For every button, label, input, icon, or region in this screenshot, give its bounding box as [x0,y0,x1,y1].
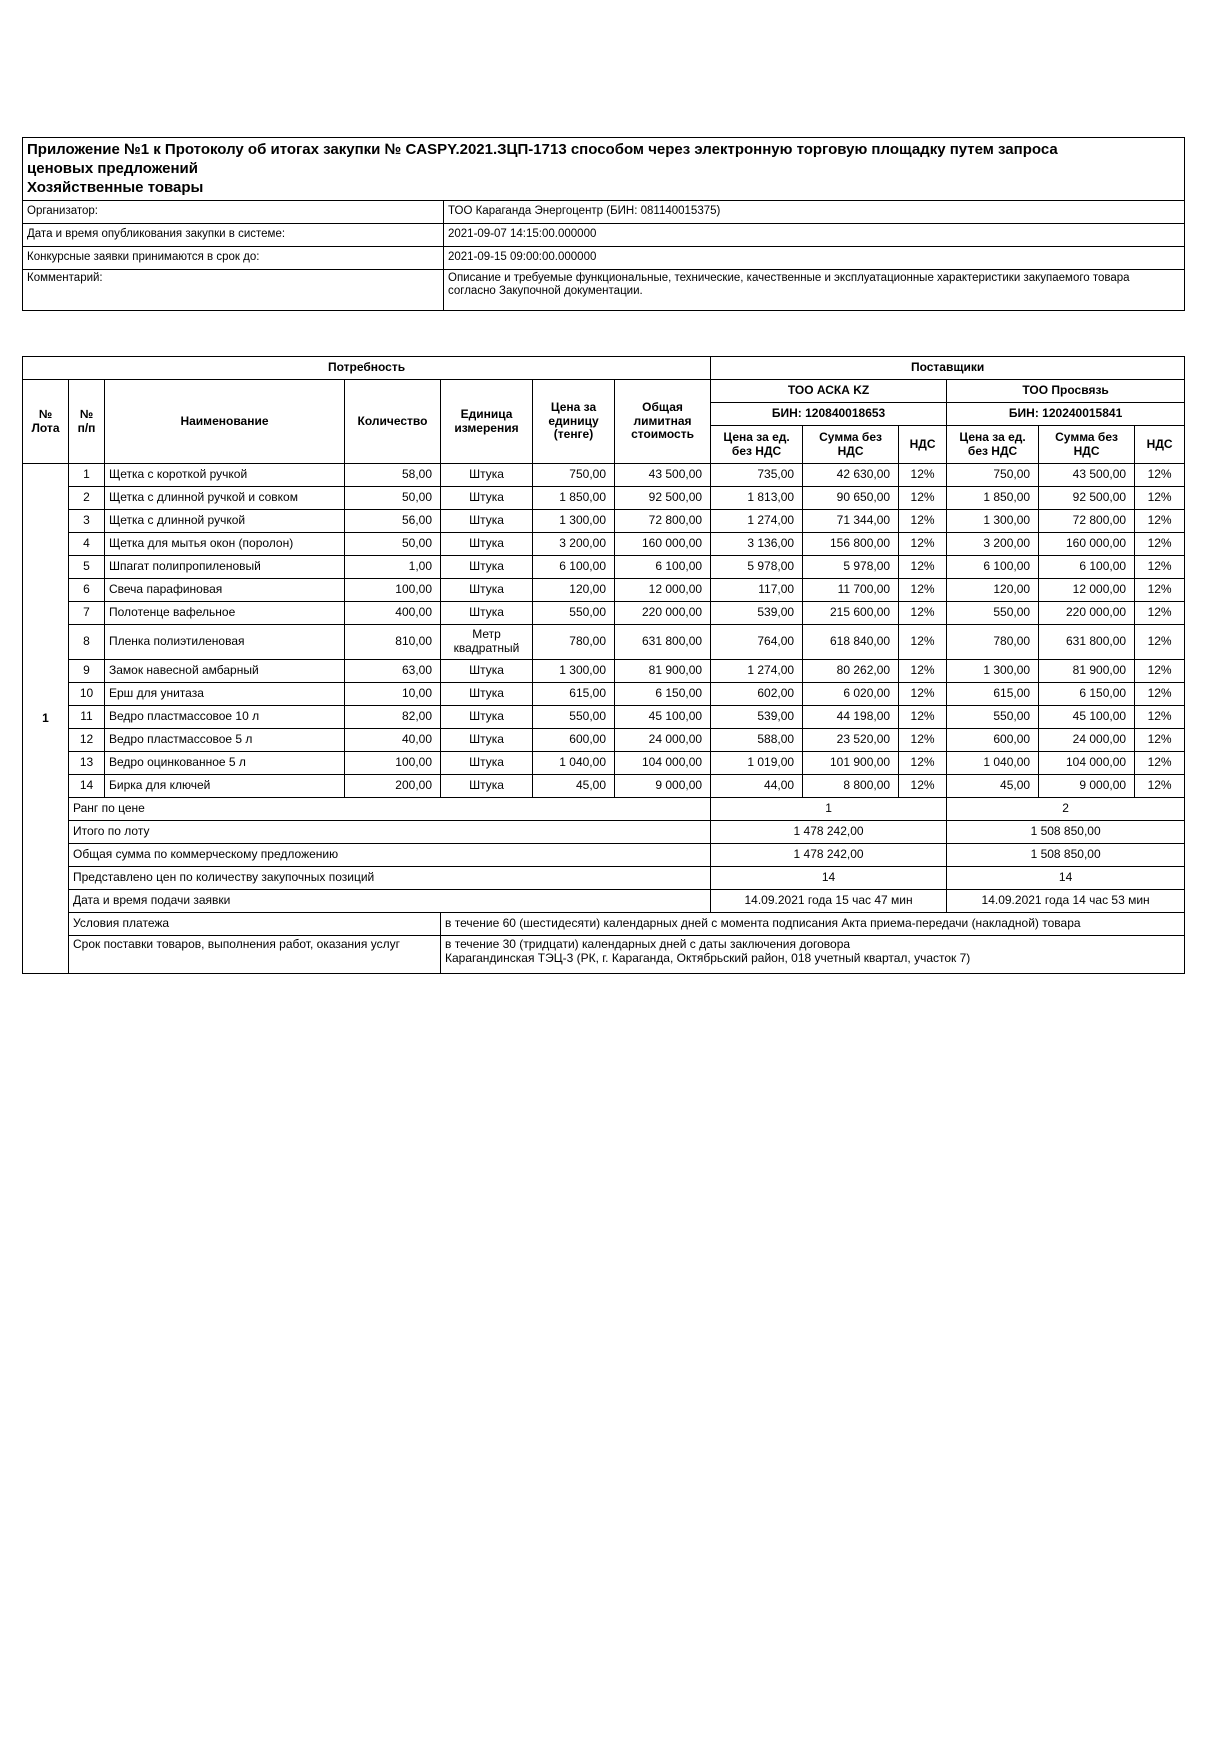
table-row [23,775,1185,798]
summary-supplier-1: 1 [711,798,947,821]
supplier-2-vat: 12% [1135,775,1185,798]
summary-supplier-1: 14 [711,867,947,890]
payment-terms-label: Условия платежа [69,913,441,936]
publish-date-value: 2021-09-07 14:15:00.000000 [444,224,1185,247]
item-unit: Штука [441,533,533,556]
item-total: 43 500,00 [615,464,711,487]
supplier-2-vat: 12% [1135,752,1185,775]
item-name: Бирка для ключей [105,775,345,798]
row-number: 7 [69,602,105,625]
summary-supplier-2: 2 [947,798,1185,821]
row-number: 3 [69,510,105,533]
row-number: 5 [69,556,105,579]
summary-label: Общая сумма по коммерческому предложению [69,844,711,867]
item-name: Ведро пластмассовое 10 л [105,706,345,729]
item-unit-price: 750,00 [533,464,615,487]
table-row [23,579,1185,602]
supplier-1-name: ТОО АСКА KZ [711,380,947,403]
table-row [23,752,1185,775]
supplier-2-price: 120,00 [947,579,1039,602]
supplier-1-sum: 42 630,00 [803,464,899,487]
item-total: 81 900,00 [615,660,711,683]
supplier-2-vat: 12% [1135,729,1185,752]
table-row [23,729,1185,752]
item-total: 6 100,00 [615,556,711,579]
supplier-1-price: 44,00 [711,775,803,798]
supplier-1-sum: 618 840,00 [803,625,899,660]
supplier-1-price: 1 274,00 [711,510,803,533]
supplier-1-col-sum: Сумма без НДС [803,426,899,464]
need-header: Потребность [23,357,711,380]
publish-date-label: Дата и время опубликования закупки в системе: [23,224,444,247]
summary-row [23,821,1185,844]
supplier-1-sum: 6 020,00 [803,683,899,706]
item-name: Ведро оцинкованное 5 л [105,752,345,775]
supplier-2-vat: 12% [1135,579,1185,602]
supplier-1-price: 1 813,00 [711,487,803,510]
supplier-2-price: 600,00 [947,729,1039,752]
supplier-1-vat: 12% [899,729,947,752]
item-unit: Штука [441,706,533,729]
supplier-2-price: 1 040,00 [947,752,1039,775]
supplier-1-price: 3 136,00 [711,533,803,556]
item-quantity: 100,00 [345,752,441,775]
item-unit: Штука [441,729,533,752]
item-total: 6 150,00 [615,683,711,706]
document-title [23,138,1185,201]
item-unit-price: 1 850,00 [533,487,615,510]
item-unit: Штука [441,602,533,625]
supplier-2-sum: 9 000,00 [1039,775,1135,798]
supplier-1-col-vat: НДС [899,426,947,464]
supplier-2-vat: 12% [1135,556,1185,579]
item-quantity: 200,00 [345,775,441,798]
supplier-2-sum: 43 500,00 [1039,464,1135,487]
item-total: 92 500,00 [615,487,711,510]
summary-row [23,890,1185,913]
supplier-2-price: 1 850,00 [947,487,1039,510]
supplier-2-sum: 104 000,00 [1039,752,1135,775]
supplier-1-vat: 12% [899,510,947,533]
item-total: 9 000,00 [615,775,711,798]
item-total: 160 000,00 [615,533,711,556]
supplier-2-price: 615,00 [947,683,1039,706]
summary-row [23,798,1185,821]
delivery-terms-label: Срок поставки товаров, выполнения работ, оказания услуг [69,936,441,974]
summary-supplier-1: 1 478 242,00 [711,844,947,867]
supplier-1-price: 602,00 [711,683,803,706]
supplier-2-name: ТОО Просвязь [947,380,1185,403]
title-line-1: Приложение №1 к Протоколу об итогах закупки № CASPY.2021.ЗЦП-1713 способом через электронную торговую площадку путем запроса [27,141,1058,158]
supplier-2-vat: 12% [1135,510,1185,533]
item-unit: Штука [441,510,533,533]
supplier-1-vat: 12% [899,752,947,775]
summary-row [23,844,1185,867]
lot-number: 1 [23,464,69,974]
supplier-2-vat: 12% [1135,464,1185,487]
item-unit: Штука [441,752,533,775]
summary-supplier-2: 14 [947,867,1185,890]
item-total: 220 000,00 [615,602,711,625]
delivery-terms-value [441,936,1185,974]
supplier-1-sum: 44 198,00 [803,706,899,729]
item-name: Щетка с короткой ручкой [105,464,345,487]
item-total: 12 000,00 [615,579,711,602]
supplier-1-sum: 8 800,00 [803,775,899,798]
item-unit-price: 6 100,00 [533,556,615,579]
item-quantity: 63,00 [345,660,441,683]
supplier-1-col-price: Цена за ед. без НДС [711,426,803,464]
item-unit: Штука [441,464,533,487]
item-quantity: 56,00 [345,510,441,533]
item-unit: Штука [441,683,533,706]
item-name: Щетка с длинной ручкой и совком [105,487,345,510]
item-unit: Штука [441,579,533,602]
item-total: 104 000,00 [615,752,711,775]
table-row [23,556,1185,579]
supplier-2-sum: 6 150,00 [1039,683,1135,706]
item-unit-price: 550,00 [533,706,615,729]
payment-terms-value: в течение 60 (шестидесяти) календарных дней с момента подписания Акта приема-передачи (накладной) товара [441,913,1185,936]
table-row [23,602,1185,625]
supplier-1-vat: 12% [899,625,947,660]
summary-label: Дата и время подачи заявки [69,890,711,913]
col-qty: Количество [345,380,441,464]
supplier-2-price: 3 200,00 [947,533,1039,556]
supplier-1-sum: 5 978,00 [803,556,899,579]
supplier-2-price: 780,00 [947,625,1039,660]
summary-supplier-1: 1 478 242,00 [711,821,947,844]
supplier-1-price: 1 019,00 [711,752,803,775]
supplier-2-price: 6 100,00 [947,556,1039,579]
supplier-1-vat: 12% [899,556,947,579]
deadline-label: Конкурсные заявки принимаются в срок до: [23,247,444,270]
supplier-1-vat: 12% [899,706,947,729]
table-row [23,487,1185,510]
supplier-2-vat: 12% [1135,706,1185,729]
supplier-2-price: 550,00 [947,602,1039,625]
item-unit-price: 1 040,00 [533,752,615,775]
supplier-1-sum: 23 520,00 [803,729,899,752]
supplier-1-sum: 71 344,00 [803,510,899,533]
summary-label: Ранг по цене [69,798,711,821]
supplier-2-vat: 12% [1135,625,1185,660]
item-name: Щетка с длинной ручкой [105,510,345,533]
summary-supplier-1: 14.09.2021 года 15 час 47 мин [711,890,947,913]
supplier-1-price: 539,00 [711,706,803,729]
item-quantity: 40,00 [345,729,441,752]
supplier-1-price: 117,00 [711,579,803,602]
supplier-1-vat: 12% [899,602,947,625]
supplier-2-price: 1 300,00 [947,660,1039,683]
item-quantity: 82,00 [345,706,441,729]
item-unit-price: 120,00 [533,579,615,602]
supplier-2-sum: 220 000,00 [1039,602,1135,625]
supplier-1-sum: 80 262,00 [803,660,899,683]
supplier-2-sum: 24 000,00 [1039,729,1135,752]
col-lot: № Лота [23,380,69,464]
row-number: 8 [69,625,105,660]
supplier-1-vat: 12% [899,579,947,602]
item-quantity: 810,00 [345,625,441,660]
supplier-1-vat: 12% [899,660,947,683]
supplier-2-price: 45,00 [947,775,1039,798]
supplier-1-price: 588,00 [711,729,803,752]
table-row [23,660,1185,683]
supplier-1-vat: 12% [899,683,947,706]
supplier-1-price: 735,00 [711,464,803,487]
supplier-2-sum: 160 000,00 [1039,533,1135,556]
supplier-2-sum: 92 500,00 [1039,487,1135,510]
item-quantity: 1,00 [345,556,441,579]
summary-supplier-2: 1 508 850,00 [947,844,1185,867]
supplier-1-vat: 12% [899,775,947,798]
item-unit-price: 3 200,00 [533,533,615,556]
row-number: 9 [69,660,105,683]
item-unit-price: 600,00 [533,729,615,752]
delivery-terms-row [23,936,1185,974]
procurement-info-table [22,137,1185,311]
supplier-1-sum: 156 800,00 [803,533,899,556]
payment-terms-row [23,913,1185,936]
summary-row [23,867,1185,890]
item-total: 631 800,00 [615,625,711,660]
supplier-2-col-sum: Сумма без НДС [1039,426,1135,464]
item-name: Пленка полиэтиленовая [105,625,345,660]
supplier-2-col-price: Цена за ед. без НДС [947,426,1039,464]
summary-label: Итого по лоту [69,821,711,844]
item-name: Полотенце вафельное [105,602,345,625]
item-unit: Штука [441,556,533,579]
supplier-2-sum: 72 800,00 [1039,510,1135,533]
item-total: 24 000,00 [615,729,711,752]
table-row [23,625,1185,660]
row-number: 13 [69,752,105,775]
item-total: 45 100,00 [615,706,711,729]
row-number: 14 [69,775,105,798]
row-number: 2 [69,487,105,510]
item-unit-price: 1 300,00 [533,660,615,683]
supplier-2-vat: 12% [1135,660,1185,683]
delivery-address: Карагандинская ТЭЦ-3 (РК, г. Караганда, Октябрьский район, 018 учетный квартал, участок 7) [445,950,971,965]
supplier-1-bin: БИН: 120840018653 [711,403,947,426]
comment-label: Комментарий: [23,270,444,311]
col-total: Общая лимитная стоимость [615,380,711,464]
summary-label: Представлено цен по количеству закупочных позиций [69,867,711,890]
row-number: 10 [69,683,105,706]
supplier-1-sum: 90 650,00 [803,487,899,510]
supplier-2-bin: БИН: 120240015841 [947,403,1185,426]
supplier-1-price: 539,00 [711,602,803,625]
item-unit: Штука [441,487,533,510]
supplier-1-sum: 101 900,00 [803,752,899,775]
item-name: Свеча парафиновая [105,579,345,602]
item-quantity: 100,00 [345,579,441,602]
summary-supplier-2: 14.09.2021 года 14 час 53 мин [947,890,1185,913]
item-unit: Штука [441,775,533,798]
supplier-2-sum: 45 100,00 [1039,706,1135,729]
supplier-1-sum: 215 600,00 [803,602,899,625]
supplier-2-sum: 6 100,00 [1039,556,1135,579]
item-quantity: 58,00 [345,464,441,487]
suppliers-header: Поставщики [711,357,1185,380]
item-unit: Штука [441,660,533,683]
supplier-2-col-vat: НДС [1135,426,1185,464]
item-quantity: 50,00 [345,487,441,510]
item-name: Ведро пластмассовое 5 л [105,729,345,752]
item-quantity: 10,00 [345,683,441,706]
item-unit-price: 615,00 [533,683,615,706]
row-number: 1 [69,464,105,487]
delivery-period: в течение 30 (тридцати) календарных дней с даты заключения договора [445,937,851,951]
row-number: 6 [69,579,105,602]
item-unit-price: 1 300,00 [533,510,615,533]
supplier-1-vat: 12% [899,464,947,487]
table-row [23,533,1185,556]
price-comparison-table [22,356,1185,974]
table-row [23,510,1185,533]
supplier-1-vat: 12% [899,487,947,510]
supplier-1-price: 1 274,00 [711,660,803,683]
col-pos: № п/п [69,380,105,464]
supplier-2-sum: 81 900,00 [1039,660,1135,683]
summary-supplier-2: 1 508 850,00 [947,821,1185,844]
supplier-1-price: 5 978,00 [711,556,803,579]
table-row [23,683,1185,706]
supplier-1-sum: 11 700,00 [803,579,899,602]
table-row [23,464,1185,487]
item-name: Ерш для унитаза [105,683,345,706]
row-number: 12 [69,729,105,752]
comment-value: Описание и требуемые функциональные, технические, качественные и эксплуатационные характеристики закупаемого товара согласно Закупочной документации. [444,270,1185,311]
item-total: 72 800,00 [615,510,711,533]
item-unit-price: 550,00 [533,602,615,625]
item-unit-price: 45,00 [533,775,615,798]
organizer-value: ТОО Караганда Энергоцентр (БИН: 081140015375) [444,201,1185,224]
supplier-2-vat: 12% [1135,487,1185,510]
col-unit: Единица измерения [441,380,533,464]
item-unit-price: 780,00 [533,625,615,660]
item-quantity: 400,00 [345,602,441,625]
item-quantity: 50,00 [345,533,441,556]
supplier-2-price: 550,00 [947,706,1039,729]
supplier-2-price: 1 300,00 [947,510,1039,533]
row-number: 4 [69,533,105,556]
deadline-value: 2021-09-15 09:00:00.000000 [444,247,1185,270]
col-name: Наименование [105,380,345,464]
supplier-2-sum: 631 800,00 [1039,625,1135,660]
row-number: 11 [69,706,105,729]
supplier-2-vat: 12% [1135,602,1185,625]
item-name: Шпагат полипропиленовый [105,556,345,579]
supplier-2-vat: 12% [1135,533,1185,556]
item-unit: Метр квадратный [441,625,533,660]
title-line-2: ценовых предложений [27,160,198,177]
item-name: Щетка для мытья окон (поролон) [105,533,345,556]
supplier-1-vat: 12% [899,533,947,556]
col-price: Цена за единицу (тенге) [533,380,615,464]
supplier-2-price: 750,00 [947,464,1039,487]
item-name: Замок навесной амбарный [105,660,345,683]
organizer-label: Организатор: [23,201,444,224]
supplier-1-price: 764,00 [711,625,803,660]
table-row [23,706,1185,729]
supplier-2-vat: 12% [1135,683,1185,706]
supplier-2-sum: 12 000,00 [1039,579,1135,602]
document-subtitle: Хозяйственные товары [27,179,204,196]
